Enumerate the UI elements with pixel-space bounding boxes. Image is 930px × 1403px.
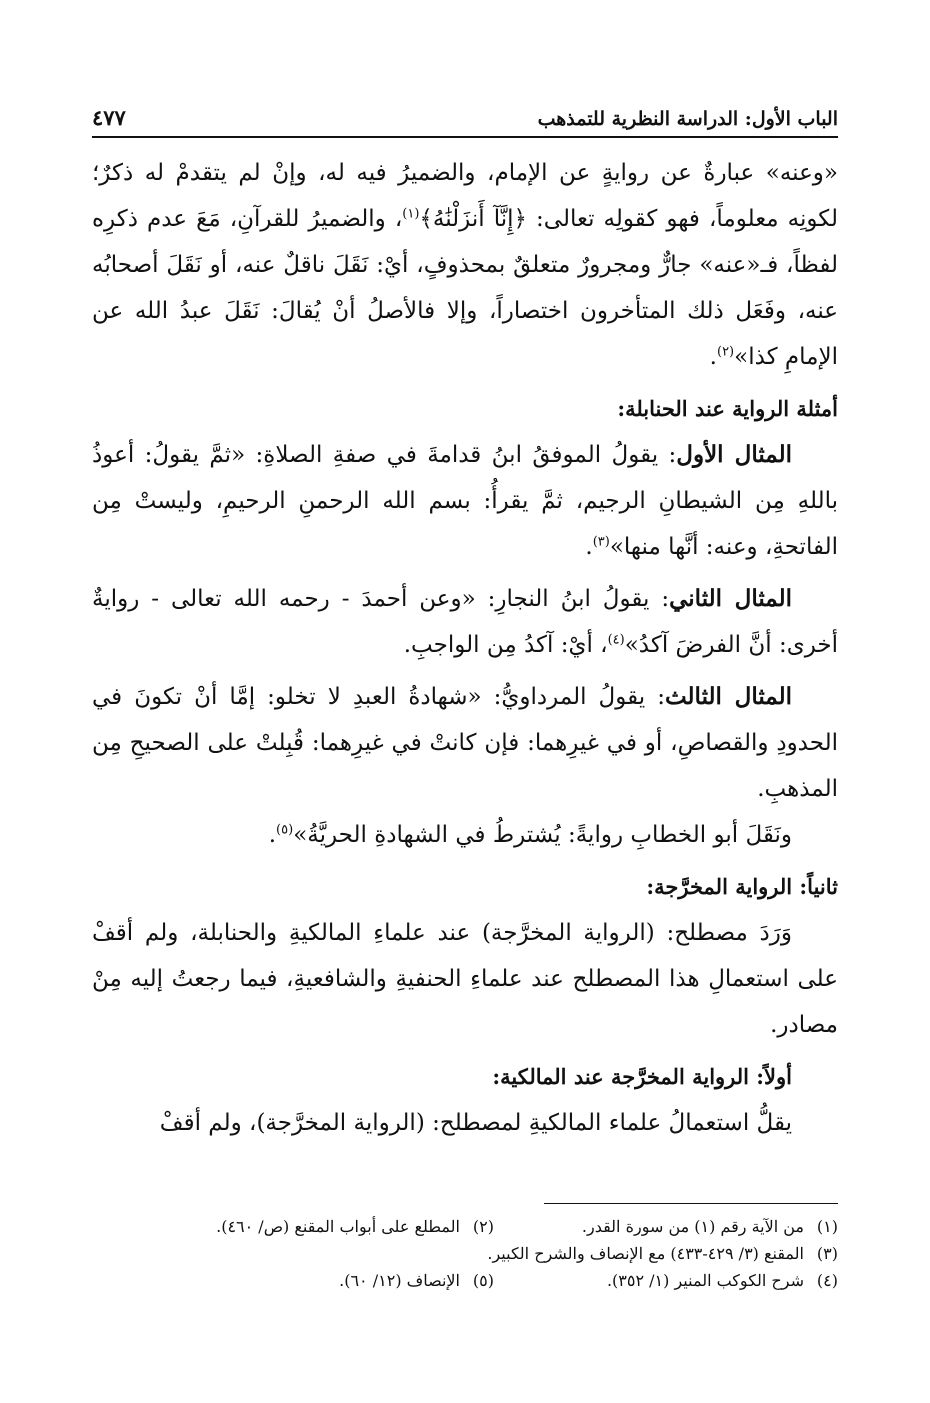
example-2: المثال الثاني: يقولُ ابنُ النجارِ: «وعن أحمدَ - رحمه الله تعالى - روايةٌ أخرى: أنَّ الفرضَ آكدُ»$^{(٤)}$، أيْ: آكدُ مِن الواجبِ. [92, 585, 838, 658]
example-label: المثال الأول [676, 441, 793, 468]
footnotes [92, 1213, 838, 1294]
footnote-line: (٣)المقنع (٣/ ٤٢٩-٤٣٣) مع الإنصاف والشرح الكبير. [487, 1244, 838, 1263]
paragraph-wanhu: «وعنه» عبارةٌ عن روايةٍ عن الإمام، والضميرُ فيه له، وإنْ لم يتقدمْ له ذكرٌ؛ لكونِه معلوماً، فهو كقولِه تعالى: ﴿إِنَّآ أَنزَلْنَٰهُ﴾$^{(١)}$، والضميرُ للقرآنِ، مَعَ عدم ذكرِه لفظاً، فـ«عنه» جارٌّ ومجرورٌ متعلقٌ بمحذوفٍ، أيْ: نَقَلَ ناقلٌ عنه، أو نَقَلَ أصحابُه عنه، وفَعَل ذلك المتأخرون اختصاراً، وإلا فالأصلُ أنْ يُقالَ: نَقَلَ عبدُ الله عن الإمامِ كذا»$^{(٢)}$. [92, 160, 838, 370]
paragraph-malikiyya: يقلُّ استعمالُ علماء المالكيةِ لمصطلح: (الرواية المخرَّجة)، ولم أقفْ [159, 1110, 792, 1136]
example-1: المثال الأول: يقولُ الموفقُ ابنُ قدامةَ في صفةِ الصلاةِ: «ثمَّ يقولُ: أعوذُ باللهِ مِن الشيطانِ الرجيم، ثمَّ يقرأُ: بسم الله الرحمنِ الرحيمِ، وليستْ مِن الفاتحةِ، وعنه: أنَّها منها»$^{(٣)}$. [92, 441, 838, 560]
footnote-ref-3: (٣) [592, 534, 610, 550]
example-3: المثال الثالث: يقولُ المرداويُّ: «شهادةُ العبدِ لا تخلو: إمَّا أنْ تكونَ في الحدودِ والقصاصِ، أو في غيرِهما: فإن كانتْ في غيرِهما: قُبِلتْ على الصحيحِ مِن المذهبِ. [92, 683, 838, 802]
paragraph-mukharraja: وَرَدَ مصطلح: (الرواية المخرَّجة) عند علماءِ المالكيةِ والحنابلة، ولم أقفْ على استعمالِ هذا المصطلح عند علماءِ الحنفيةِ والشافعيةِ، فيما رجعتُ إليه مِنْ مصادر. [92, 920, 838, 1038]
section-heading-mukharraja: ثانياً: الرواية المخرَّجة: [646, 874, 838, 899]
footnote-line: (١)من الآية رقم (١) من سورة القدر.(٢)المطلع على أبواب المقنع (ص/ ٤٦٠). [216, 1217, 838, 1236]
page-number: ٤٧٧ [92, 105, 126, 130]
footnote-ref-4: (٤) [607, 632, 625, 648]
running-header [92, 96, 838, 138]
subsection-heading-malikiyya: أولاً: الرواية المخرَّجة عند المالكية: [492, 1064, 792, 1089]
footnote-ref-5: (٥) [276, 822, 294, 838]
example-label: المثال الثاني [669, 585, 792, 612]
footnote-ref-1: (١) [402, 206, 420, 222]
footnote-ref-2: (٢) [716, 344, 735, 360]
section-heading-examples: أمثلة الرواية عند الحنابلة: [617, 396, 838, 421]
example-label: المثال الثالث [664, 683, 792, 710]
page-body [92, 150, 838, 1146]
chapter-title: الباب الأول: الدراسة النظرية للتمذهب [537, 108, 838, 130]
footnote-separator [544, 1203, 838, 1204]
example-3-continued: ونَقَلَ أبو الخطابِ روايةً: يُشترطُ في الشهادةِ الحريَّةُ»$^{(٥)}$. [268, 822, 792, 848]
footnote-line: (٤)شرح الكوكب المنير (١/ ٣٥٢).(٥)الإنصاف (١٢/ ٦٠). [339, 1271, 838, 1290]
